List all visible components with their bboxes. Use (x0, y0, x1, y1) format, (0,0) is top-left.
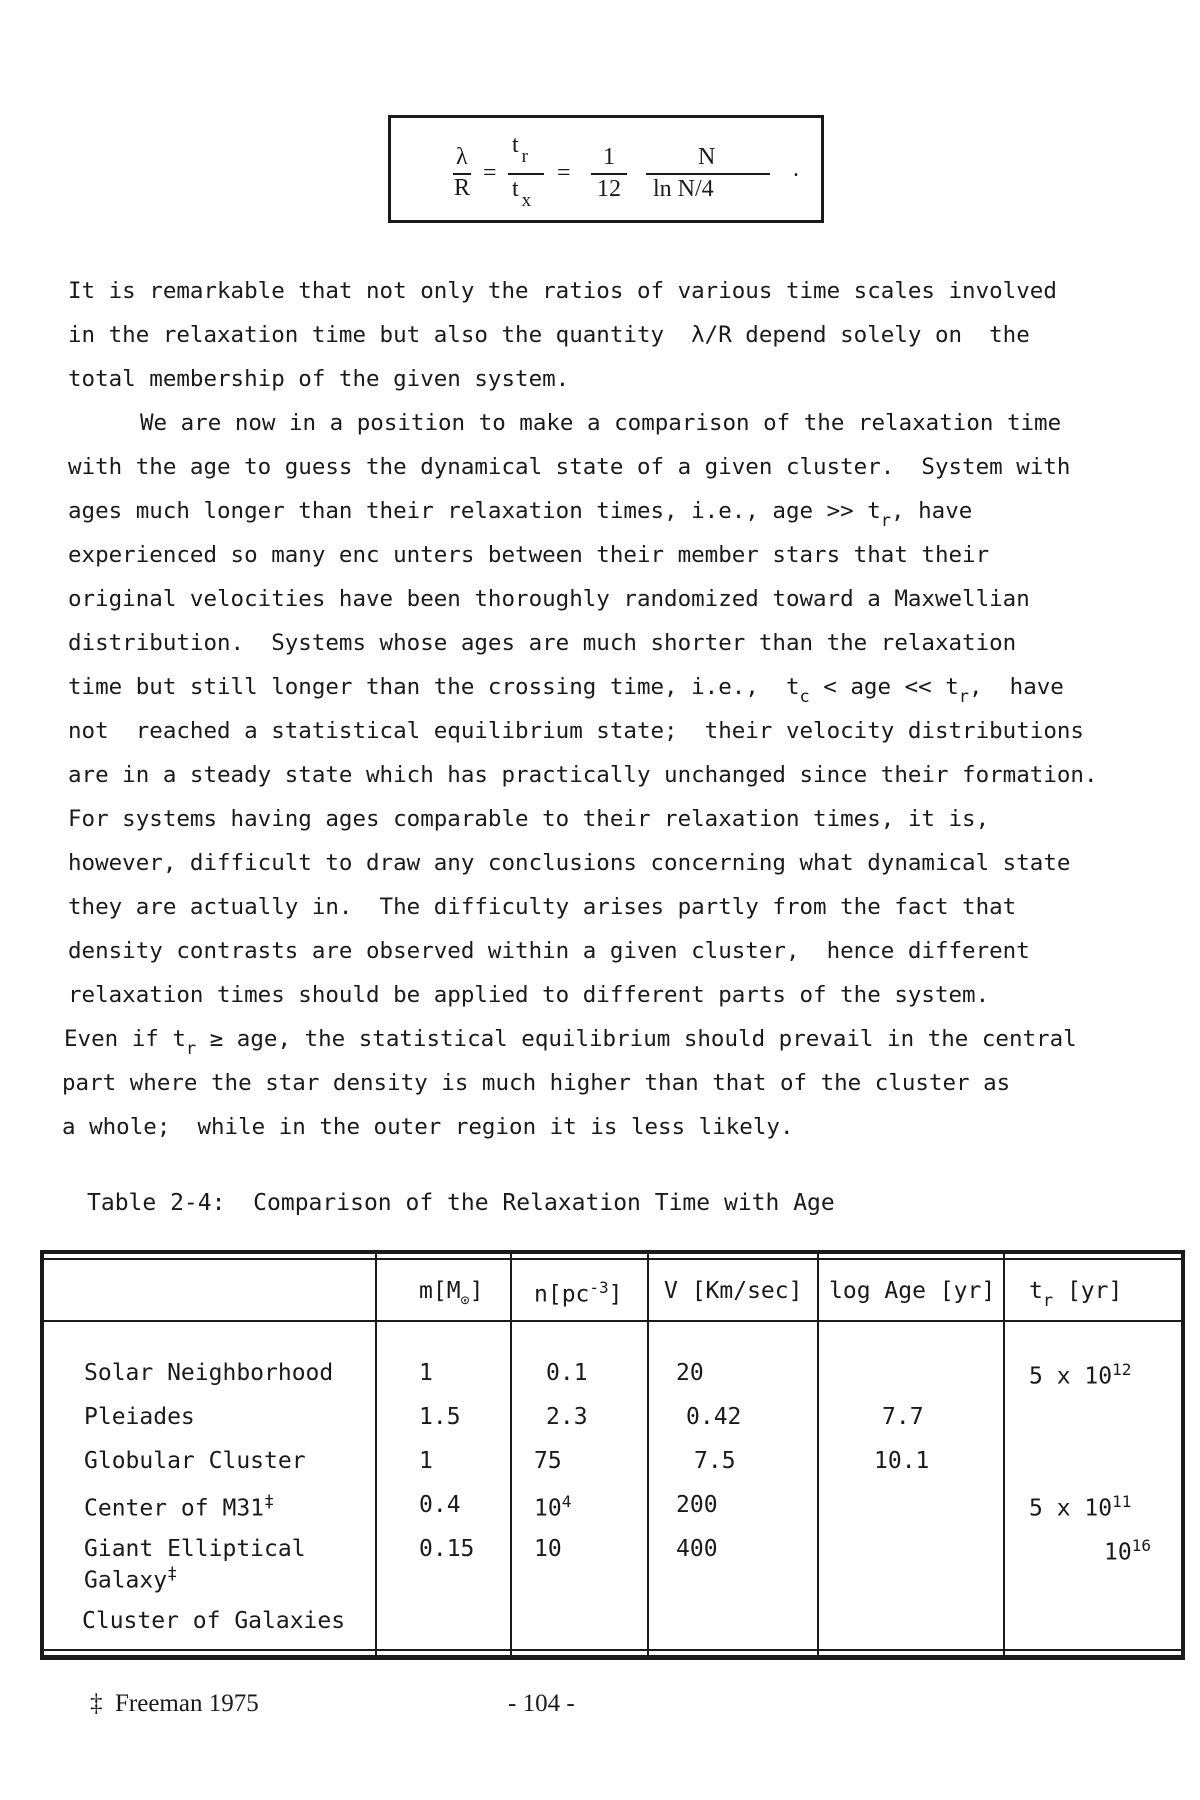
eq-twelve: 12 (597, 176, 621, 202)
eq-tx: t $_x$ (512, 176, 532, 211)
table-inner-top-rule (44, 1258, 1181, 1260)
table-row-name: Solar Neighborhood (84, 1360, 334, 1386)
table-caption: Table 2-4: Comparison of the Relaxation Time with Age (87, 1190, 835, 1216)
body-line: distribution. Systems whose ages are much shorter than the relaxation (68, 630, 1017, 656)
table-cell-density: 75 (534, 1448, 562, 1474)
footnote: ‡ Freeman 1975 (90, 1690, 259, 1717)
table-cell-mass: 0.15 (419, 1536, 475, 1562)
eq-frac-line-4 (646, 173, 770, 175)
body-line: a whole; while in the outer region it is less likely. (62, 1114, 794, 1140)
eq-frac-line-3 (591, 173, 627, 175)
table-col-divider (375, 1254, 377, 1655)
eq-lambda: λ (456, 144, 468, 170)
eq-R: R (454, 175, 471, 201)
header-relaxation-time: $t_r$ [yr] (1029, 1278, 1123, 1311)
eq-period: . (793, 156, 799, 182)
table-row-name: Giant Elliptical Galaxy‡ (84, 1536, 306, 1594)
table-col-divider (510, 1254, 512, 1655)
table-cell-density: 0.1 (546, 1360, 588, 1386)
body-line: part where the star density is much higher than that of the cluster as (62, 1070, 1011, 1096)
body-line: experienced so many enc unters between their member stars that their (68, 542, 990, 568)
eq-equals-1: = (483, 160, 497, 186)
table-row-name: Globular Cluster (84, 1448, 306, 1474)
eq-ln: ln N/4 (653, 176, 714, 202)
eq-tr: t $_r$ (512, 132, 528, 167)
table-cell-mass: 1.5 (419, 1404, 461, 1430)
table-cell-density: $10^4$ (534, 1492, 572, 1522)
table-cell-velocity: 0.42 (686, 1404, 742, 1430)
body-line: We are now in a position to make a comparison of the relaxation time (140, 410, 1062, 436)
table-cell-log-age: 7.7 (882, 1404, 924, 1430)
table-header-rule (44, 1320, 1181, 1322)
table-cell-relaxation: 5 x $10^{12}$ (1029, 1360, 1132, 1390)
body-line: It is remarkable that not only the ratios of various time scales involved (68, 278, 1057, 304)
table-cell-velocity: 7.5 (694, 1448, 736, 1474)
body-line: time but still longer than the crossing time, i.e., $t_c$ < age << $t_r$, have (68, 674, 1064, 707)
table-cell-velocity: 400 (676, 1536, 718, 1562)
table-row-name: Pleiades (84, 1404, 195, 1430)
body-line: however, difficult to draw any conclusions concerning what dynamical state (68, 850, 1071, 876)
table-cell-mass: 1 (419, 1360, 433, 1386)
table-col-divider (647, 1254, 649, 1655)
comparison-table (40, 1250, 1185, 1660)
body-line: ages much longer than their relaxation times, i.e., age >> $t_r$, have (68, 498, 973, 531)
table-cell-velocity: 200 (676, 1492, 718, 1518)
table-row-name: Cluster of Galaxies (82, 1608, 346, 1634)
header-density: $n[pc^{-3}]$ (534, 1278, 623, 1308)
header-log-age: log Age [yr] (829, 1278, 996, 1304)
table-cell-mass: 0.4 (419, 1492, 461, 1518)
eq-frac-line-2 (508, 173, 544, 175)
body-line: relaxation times should be applied to different parts of the system. (68, 982, 990, 1008)
table-inner-bottom-rule (44, 1649, 1181, 1651)
header-mass: $m[M_⊙]$ (419, 1278, 484, 1309)
table-cell-velocity: 20 (676, 1360, 704, 1386)
table-cell-log-age: 10.1 (874, 1448, 930, 1474)
body-line: not reached a statistical equilibrium state; their velocity distributions (68, 718, 1084, 744)
equation-box (388, 115, 824, 223)
eq-one: 1 (603, 144, 615, 170)
body-line: total membership of the given system. (68, 366, 570, 392)
eq-equals-2: = (557, 160, 571, 186)
table-cell-mass: 1 (419, 1448, 433, 1474)
body-line: in the relaxation time but also the quantity λ/R depend solely on the (68, 322, 1030, 348)
table-col-divider (1003, 1254, 1005, 1655)
header-velocity: V [Km/sec] (664, 1278, 803, 1304)
body-line: Even if $t_r$ ≥ age, the statistical equilibrium should prevail in the central (64, 1026, 1077, 1059)
table-cell-density: 10 (534, 1536, 562, 1562)
page-number: - 104 - (508, 1690, 575, 1717)
table-cell-density: 2.3 (546, 1404, 588, 1430)
body-line: are in a steady state which has practically unchanged since their formation. (68, 762, 1098, 788)
body-line: they are actually in. The difficulty arises partly from the fact that (68, 894, 1017, 920)
body-line: density contrasts are observed within a given cluster, hence different (68, 938, 1030, 964)
table-row-name: Center of M31‡ (84, 1492, 275, 1522)
eq-N: N (698, 144, 716, 170)
table-cell-relaxation: $10^{16}$ (1104, 1536, 1151, 1566)
body-line: original velocities have been thoroughly randomized toward a Maxwellian (68, 586, 1030, 612)
table-cell-relaxation: 5 x $10^{11}$ (1029, 1492, 1132, 1522)
body-line: For systems having ages comparable to their relaxation times, it is, (68, 806, 990, 832)
table-col-divider (817, 1254, 819, 1655)
body-line: with the age to guess the dynamical state of a given cluster. System with (68, 454, 1071, 480)
